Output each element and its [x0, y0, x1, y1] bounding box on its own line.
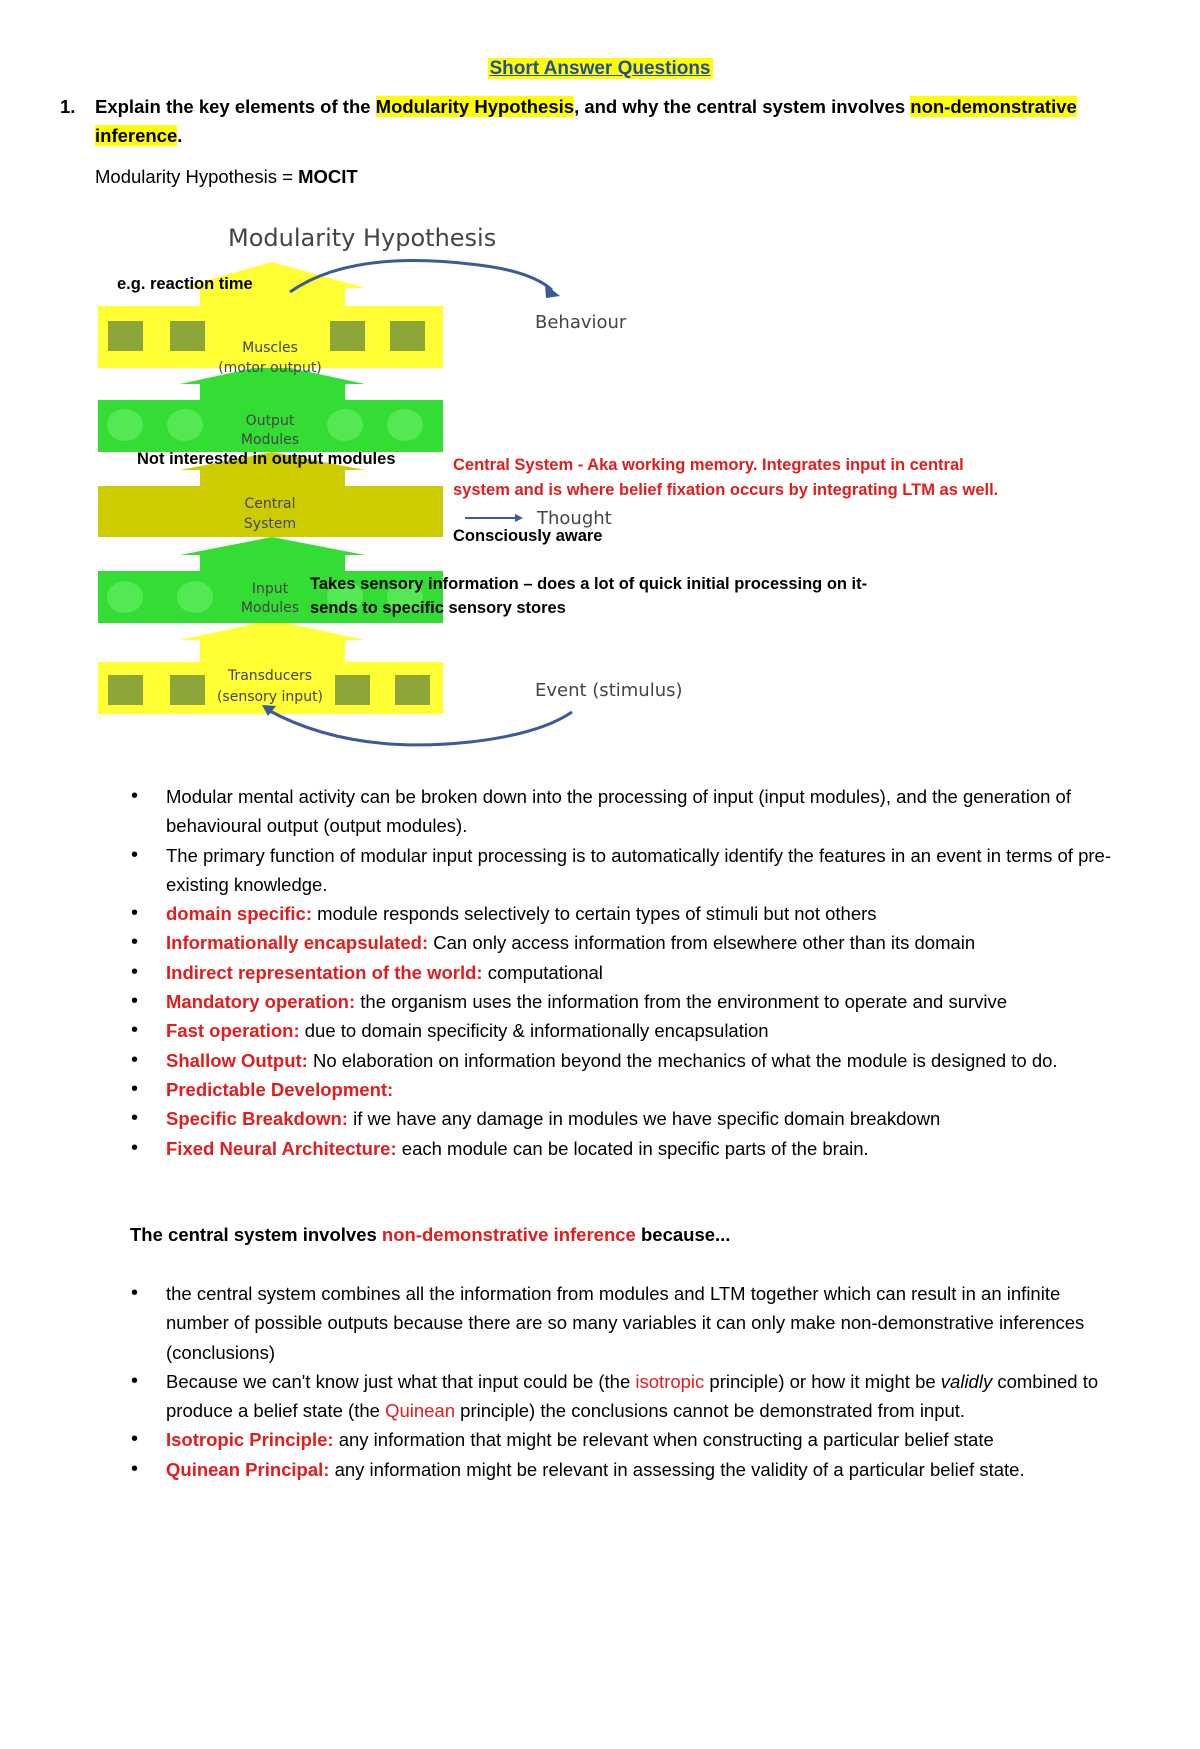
arrow-central-input — [180, 537, 365, 571]
transducer-box — [395, 675, 430, 705]
reasons-list — [166, 1279, 1126, 1484]
transducer-box — [335, 675, 370, 705]
list-item: • Fast operation: due to domain specificity & informationally encapsulation — [166, 1016, 1126, 1045]
list-item: • Isotropic Principle: any information that might be relevant when constructing a particular belief state — [166, 1425, 1126, 1454]
muscle-box — [108, 321, 143, 351]
event-label: Event (stimulus) — [535, 680, 683, 701]
muscle-box — [330, 321, 365, 351]
list-item: • Predictable Development: — [166, 1075, 1126, 1104]
transducers-label-2: (sensory input) — [216, 689, 324, 705]
annotation-central-system-1: Central System - Aka working memory. Integrates input in central — [453, 456, 964, 474]
muscle-box — [390, 321, 425, 351]
arrow-input-transducers — [180, 620, 365, 662]
central-system-heading: The central system involves non-demonstrative inference because... — [130, 1224, 731, 1245]
list-item: • Mandatory operation: the organism uses the information from the environment to operate and survive — [166, 987, 1126, 1016]
central-label-2: System — [243, 516, 297, 532]
input-circle — [177, 581, 213, 613]
diagram-title: Modularity Hypothesis — [228, 224, 497, 252]
highlight-inference: inference — [95, 125, 178, 146]
page-title: Short Answer Questions — [489, 58, 711, 79]
thought-arrowhead — [515, 514, 523, 522]
muscles-label-2: (motor output) — [218, 360, 322, 376]
transducer-box — [170, 675, 205, 705]
mocit-line: Modularity Hypothesis = MOCIT — [95, 166, 358, 187]
highlight-modularity: Modularity Hypothesis — [375, 96, 575, 117]
output-circle — [387, 409, 423, 441]
annotation-central-system-2: system and is where belief fixation occurs by integrating LTM as well. — [453, 481, 999, 499]
list-item: • Informationally encapsulated: Can only access information from elsewhere other than its domain — [166, 928, 1126, 957]
question-text: Explain the key elements of the Modularity Hypothesis, and why the central system involves non-demonstrative inference. — [95, 96, 1077, 146]
central-label-1: Central — [244, 496, 296, 512]
output-label-2: Modules — [240, 432, 300, 448]
list-item: • Modular mental activity can be broken down into the processing of input (input modules), and the generation of behavioural output (output modules). — [166, 782, 1126, 841]
list-item: • Fixed Neural Architecture: each module can be located in specific parts of the brain. — [166, 1134, 1126, 1163]
annotation-takes-sensory-2: sends to specific sensory stores — [310, 599, 566, 617]
transducers-label-1: Transducers — [227, 668, 313, 684]
muscle-box — [170, 321, 205, 351]
output-circle — [167, 409, 203, 441]
list-item: • Specific Breakdown: if we have any damage in modules we have specific domain breakdown — [166, 1104, 1126, 1133]
list-item: • Indirect representation of the world: computational — [166, 958, 1126, 987]
input-label-2: Modules — [240, 600, 300, 616]
annotation-reaction-time: e.g. reaction time — [117, 275, 253, 293]
list-item: • domain specific: module responds selectively to certain types of stimuli but not others — [166, 899, 1126, 928]
list-item: • Quinean Principal: any information might be relevant in assessing the validity of a particular belief state. — [166, 1455, 1126, 1484]
input-label-1: Input — [251, 581, 289, 597]
behaviour-label: Behaviour — [535, 312, 627, 333]
output-circle — [107, 409, 143, 441]
input-circle — [107, 581, 143, 613]
annotation-not-interested: Not interested in output modules — [137, 450, 396, 468]
behaviour-arrowhead — [545, 284, 560, 298]
list-item: • the central system combines all the information from modules and LTM together which can result in an infinite number of possible outputs because there are so many variables it can only make non-demonstrative inferences (conclusions) — [166, 1279, 1126, 1367]
output-label-1: Output — [245, 413, 295, 429]
question-number: 1. — [60, 96, 76, 117]
list-item: • Because we can't know just what that input could be (the isotropic principle) or how it might be validly combined to produce a belief state (the Quinean principle) the conclusions cannot be demonstrated from input. — [166, 1367, 1126, 1426]
transducer-box — [108, 675, 143, 705]
key-elements-list — [166, 782, 1126, 1163]
event-curve-arrow — [268, 710, 572, 745]
highlight-non-demonstrative: non-demonstrative — [910, 96, 1077, 117]
list-item: • The primary function of modular input processing is to automatically identify the features in an event in terms of pre-existing knowledge. — [166, 841, 1126, 900]
list-item: • Shallow Output: No elaboration on information beyond the mechanics of what the module is designed to do. — [166, 1046, 1126, 1075]
muscles-label-1: Muscles — [242, 340, 298, 356]
output-circle — [327, 409, 363, 441]
thought-label: Thought — [537, 508, 612, 529]
annotation-takes-sensory-1: Takes sensory information – does a lot of quick initial processing on it- — [310, 575, 868, 593]
annotation-consciously-aware: Consciously aware — [453, 527, 603, 545]
